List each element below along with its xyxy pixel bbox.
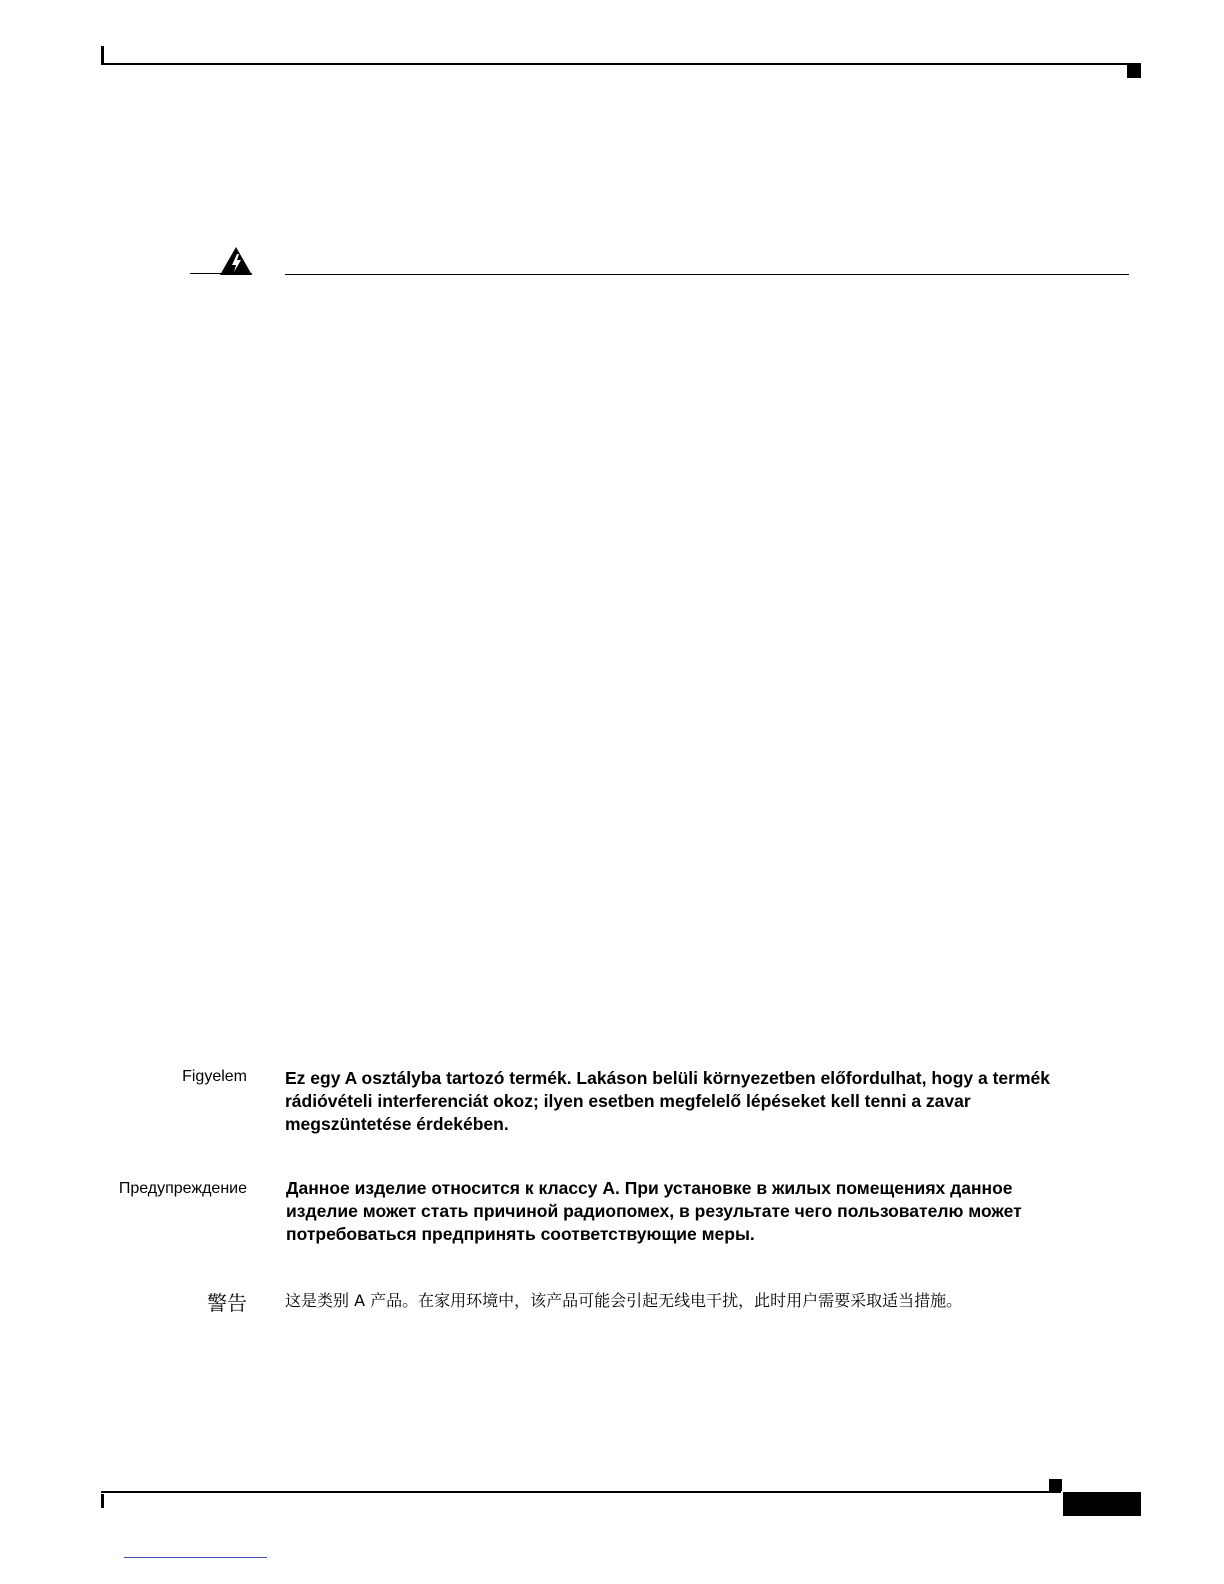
footer-margin-tick bbox=[101, 1494, 104, 1508]
statement-line: потребоваться предпринять соответствующие меры. bbox=[286, 1224, 755, 1244]
statement-line: изделие может стать причиной радиопомех, в результате чего пользователю может bbox=[286, 1201, 1022, 1221]
statement-line: Данное изделие относится к классу А. При установке в жилых помещениях данное bbox=[286, 1178, 1013, 1198]
statement-text-chinese bbox=[285, 1290, 1085, 1312]
footer-page-number-box bbox=[1063, 1492, 1141, 1516]
statement-label-russian: Предупреждение bbox=[118, 1180, 247, 1197]
statement-label-hungarian: Figyelem bbox=[182, 1068, 247, 1085]
statement-line: rádióvételi interferenciát okoz; ilyen esetben megfelelő lépéseket kell tenni a zavar bbox=[285, 1091, 971, 1111]
footer-corner-mark bbox=[1049, 1479, 1062, 1491]
warning-icon-underline bbox=[190, 273, 252, 274]
statement-label-chinese: 警告 bbox=[207, 1293, 247, 1315]
statement-line: Ez egy A osztályba tartozó termék. Lakáson belüli környezetben előfordulhat, hogy a termék bbox=[285, 1068, 1051, 1088]
statement-text-hungarian bbox=[285, 1067, 1125, 1136]
statement-line: 这是类别 A 产品。在家用环境中，该产品可能会引起无线电干扰，此时用户需要采取适当措施。 bbox=[285, 1291, 963, 1310]
warning-top-rule bbox=[285, 274, 1129, 275]
statement-line: megszüntetése érdekében. bbox=[285, 1114, 509, 1134]
header-rule bbox=[101, 63, 1141, 65]
header-corner-mark bbox=[1127, 65, 1141, 78]
statement-text-russian bbox=[286, 1177, 1126, 1246]
footer-link-underline[interactable] bbox=[124, 1557, 267, 1558]
footer-rule bbox=[101, 1491, 1061, 1493]
header-margin-tick bbox=[101, 46, 104, 64]
